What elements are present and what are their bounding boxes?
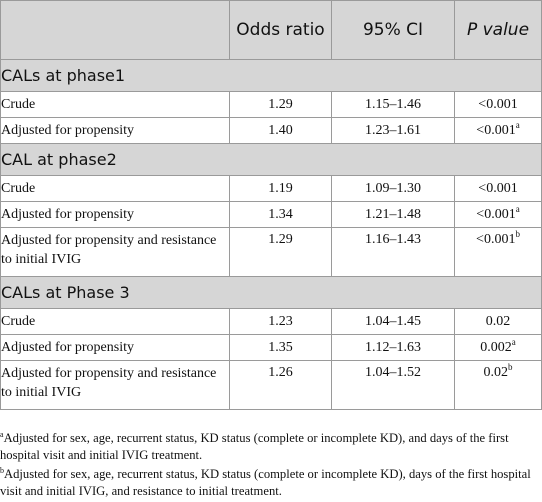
ci-cell: 1.21–1.48 bbox=[332, 202, 455, 228]
p-value-cell bbox=[455, 202, 542, 228]
footnote-mark: a bbox=[0, 430, 4, 439]
p-value: <0.001 bbox=[478, 180, 518, 196]
p-value: 0.02 bbox=[483, 365, 508, 380]
odds-ratio-cell: 1.23 bbox=[230, 309, 332, 335]
row-label: Crude bbox=[1, 92, 230, 118]
odds-ratio-cell: 1.26 bbox=[230, 361, 332, 410]
p-value-cell bbox=[455, 228, 542, 277]
p-value: <0.001 bbox=[478, 96, 518, 112]
section-title: CAL at phase2 bbox=[1, 144, 542, 176]
table-row bbox=[1, 228, 542, 277]
odds-ratio-cell: 1.35 bbox=[230, 335, 332, 361]
p-value: <0.001 bbox=[476, 232, 516, 247]
row-label: Adjusted for propensity and resistance to initial IVIG bbox=[1, 361, 230, 410]
footnote-marker: b bbox=[515, 229, 520, 239]
footnote bbox=[0, 466, 540, 500]
footnote bbox=[0, 430, 540, 464]
table-footnotes bbox=[0, 430, 540, 502]
p-value-cell bbox=[455, 361, 542, 410]
ci-cell: 1.04–1.45 bbox=[332, 309, 455, 335]
p-value-cell bbox=[455, 335, 542, 361]
row-label: Adjusted for propensity bbox=[1, 118, 230, 144]
p-value: <0.001 bbox=[476, 206, 516, 222]
table-row bbox=[1, 92, 542, 118]
footnote-mark: b bbox=[0, 466, 4, 475]
odds-ratio-cell: 1.29 bbox=[230, 228, 332, 277]
footnote-marker: a bbox=[515, 119, 520, 130]
section-row bbox=[1, 144, 542, 176]
footnote-text: Adjusted for sex, age, recurrent status, KD status (complete or incomplete KD), days of the first hospital visit and initial IVIG, and resistance to initial treatment. bbox=[0, 467, 531, 498]
footnote-marker: a bbox=[511, 336, 516, 347]
table-row bbox=[1, 118, 542, 144]
header-odds-ratio: Odds ratio bbox=[230, 1, 332, 60]
header-95-ci: 95% CI bbox=[332, 1, 455, 60]
p-value: 0.02 bbox=[485, 313, 511, 329]
p-value: 0.002 bbox=[480, 339, 512, 355]
p-value-cell bbox=[455, 118, 542, 144]
ci-cell: 1.04–1.52 bbox=[332, 361, 455, 410]
odds-ratio-cell: 1.29 bbox=[230, 92, 332, 118]
odds-ratio-cell: 1.40 bbox=[230, 118, 332, 144]
header-p-value: P value bbox=[455, 1, 542, 60]
table-row bbox=[1, 361, 542, 410]
table-row bbox=[1, 335, 542, 361]
section-title: CALs at Phase 3 bbox=[1, 277, 542, 309]
header-blank-cell bbox=[1, 1, 230, 60]
ci-cell: 1.16–1.43 bbox=[332, 228, 455, 277]
odds-ratio-cell: 1.34 bbox=[230, 202, 332, 228]
row-label: Adjusted for propensity bbox=[1, 335, 230, 361]
ci-cell: 1.15–1.46 bbox=[332, 92, 455, 118]
table-row bbox=[1, 176, 542, 202]
table-header-row bbox=[1, 1, 542, 60]
row-label: Crude bbox=[1, 309, 230, 335]
table-row bbox=[1, 202, 542, 228]
section-row bbox=[1, 277, 542, 309]
row-label: Adjusted for propensity bbox=[1, 202, 230, 228]
section-title: CALs at phase1 bbox=[1, 60, 542, 92]
footnote-text: Adjusted for sex, age, recurrent status, KD status (complete or incomplete KD), and days of the first hospital visit and initial IVIG treatment. bbox=[0, 431, 509, 462]
ci-cell: 1.12–1.63 bbox=[332, 335, 455, 361]
ci-cell: 1.23–1.61 bbox=[332, 118, 455, 144]
odds-ratio-cell: 1.19 bbox=[230, 176, 332, 202]
table-row bbox=[1, 309, 542, 335]
ci-cell: 1.09–1.30 bbox=[332, 176, 455, 202]
section-row bbox=[1, 60, 542, 92]
row-label: Crude bbox=[1, 176, 230, 202]
p-value-cell bbox=[455, 92, 542, 118]
p-value-cell bbox=[455, 176, 542, 202]
row-label: Adjusted for propensity and resistance to initial IVIG bbox=[1, 228, 230, 277]
footnote-marker: b bbox=[508, 362, 513, 372]
p-value-cell bbox=[455, 309, 542, 335]
p-value: <0.001 bbox=[476, 122, 516, 138]
footnote-marker: a bbox=[515, 203, 520, 214]
